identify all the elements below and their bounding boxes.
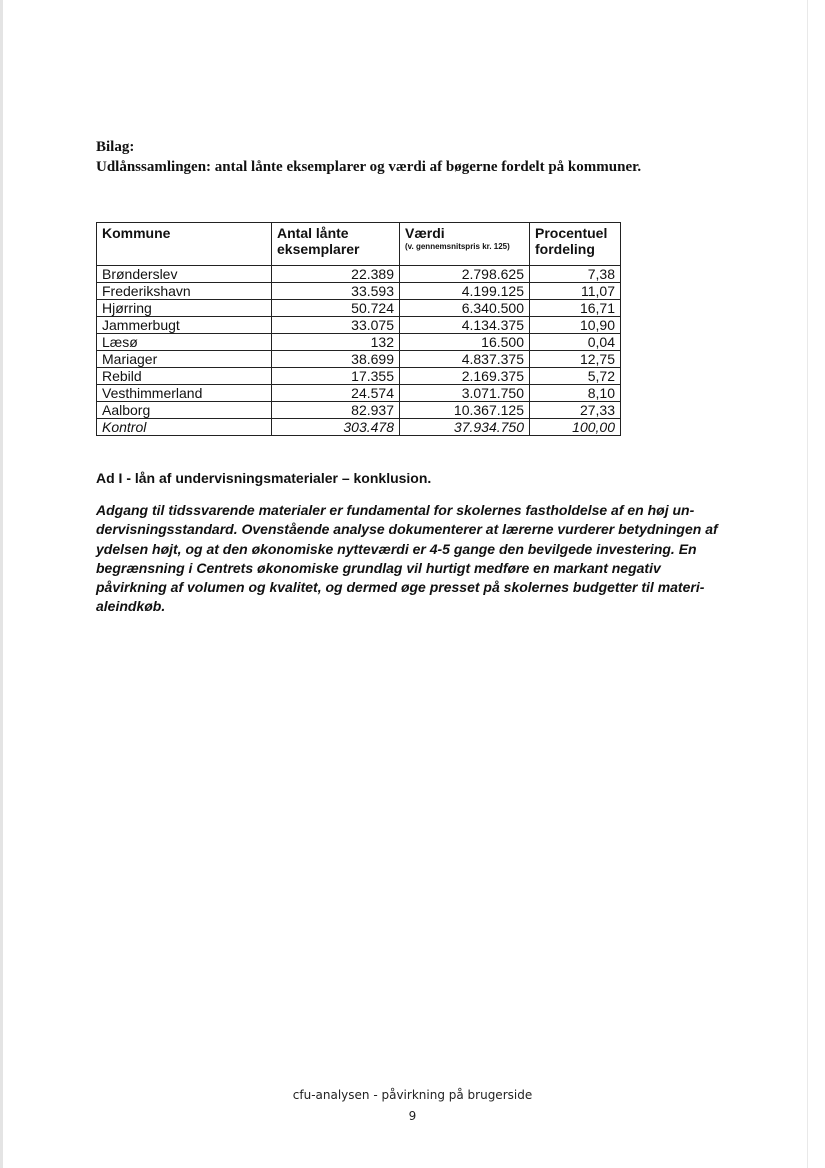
cell-total-vaerdi: 37.934.750 [400,419,530,436]
loan-statistics-table [96,222,621,436]
cell-procent: 27,33 [530,402,621,419]
column-header-label: Procentuel fordeling [535,225,608,257]
column-header-label: Antal lånte eksemplarer [277,225,360,257]
cell-kommune: Rebild [97,368,272,385]
cell-vaerdi: 10.367.125 [400,402,530,419]
table-row [97,368,621,385]
table-row [97,334,621,351]
cell-procent: 7,38 [530,266,621,283]
cell-vaerdi: 6.340.500 [400,300,530,317]
cell-total-procent: 100,00 [530,419,621,436]
table-row [97,266,621,283]
table-row [97,351,621,368]
scan-edge [807,0,808,1168]
cell-kommune: Læsø [97,334,272,351]
column-header-vaerdi [400,223,530,266]
table-row [97,317,621,334]
table-row [97,300,621,317]
table-total-row [97,419,621,436]
cell-kommune: Hjørring [97,300,272,317]
cell-antal: 38.699 [272,351,400,368]
table-header-row [97,223,621,266]
column-header-label: Værdi [405,225,445,241]
cell-antal: 24.574 [272,385,400,402]
cell-procent: 16,71 [530,300,621,317]
cell-kommune: Vesthimmerland [97,385,272,402]
cell-procent: 0,04 [530,334,621,351]
table-row [97,385,621,402]
cell-antal: 82.937 [272,402,400,419]
cell-vaerdi: 4.199.125 [400,283,530,300]
cell-vaerdi: 2.169.375 [400,368,530,385]
table-row [97,283,621,300]
cell-total-label: Kontrol [97,419,272,436]
table-row [97,402,621,419]
page-footer: cfu-analysen - påvirkning på brugerside [292,1088,533,1102]
cell-kommune: Frederikshavn [97,283,272,300]
page-number: 9 [408,1109,417,1123]
cell-procent: 12,75 [530,351,621,368]
cell-kommune: Aalborg [97,402,272,419]
column-header-antal [272,223,400,266]
cell-procent: 10,90 [530,317,621,334]
column-header-procent [530,223,621,266]
cell-antal: 50.724 [272,300,400,317]
cell-procent: 8,10 [530,385,621,402]
cell-vaerdi: 4.837.375 [400,351,530,368]
cell-antal: 132 [272,334,400,351]
cell-vaerdi: 2.798.625 [400,266,530,283]
cell-kommune: Jammerbugt [97,317,272,334]
cell-antal: 33.075 [272,317,400,334]
column-header-note: (v. gennemsnitspris kr. 125) [405,242,510,251]
cell-total-antal: 303.478 [272,419,400,436]
cell-kommune: Brønderslev [97,266,272,283]
cell-vaerdi: 3.071.750 [400,385,530,402]
cell-procent: 5,72 [530,368,621,385]
cell-antal: 22.389 [272,266,400,283]
cell-antal: 17.355 [272,368,400,385]
conclusion-paragraph: Adgang til tidssvarende materialer er fundamental for skolernes fastholdelse af en høj undervisningsstandard. Ovenstående analyse dokumenterer at lærerne vurderer betydningen af ydelsen højt, og at den økonomiske nytteværdi er 4-5 gange den bevilgede investering. En begrænsning i Centrets økonomiske grundlag vil hurtigt medføre en markant negativ påvirkning af volumen og kvalitet, og dermed øge presset på skolernes budgetter til materialeindkøb. [96,502,718,615]
cell-vaerdi: 4.134.375 [400,317,530,334]
appendix-label: Bilag: [96,139,135,155]
scan-edge [0,0,3,1168]
page-title: Udlånssamlingen: antal lånte eksemplarer og værdi af bøgerne fordelt på kommuner. [96,159,642,175]
cell-procent: 11,07 [530,283,621,300]
section-heading: Ad I - lån af undervisningsmaterialer – konklusion. [96,470,432,486]
cell-antal: 33.593 [272,283,400,300]
column-header-label: Kommune [102,225,171,241]
cell-kommune: Mariager [97,351,272,368]
column-header-kommune [97,223,272,266]
cell-vaerdi: 16.500 [400,334,530,351]
